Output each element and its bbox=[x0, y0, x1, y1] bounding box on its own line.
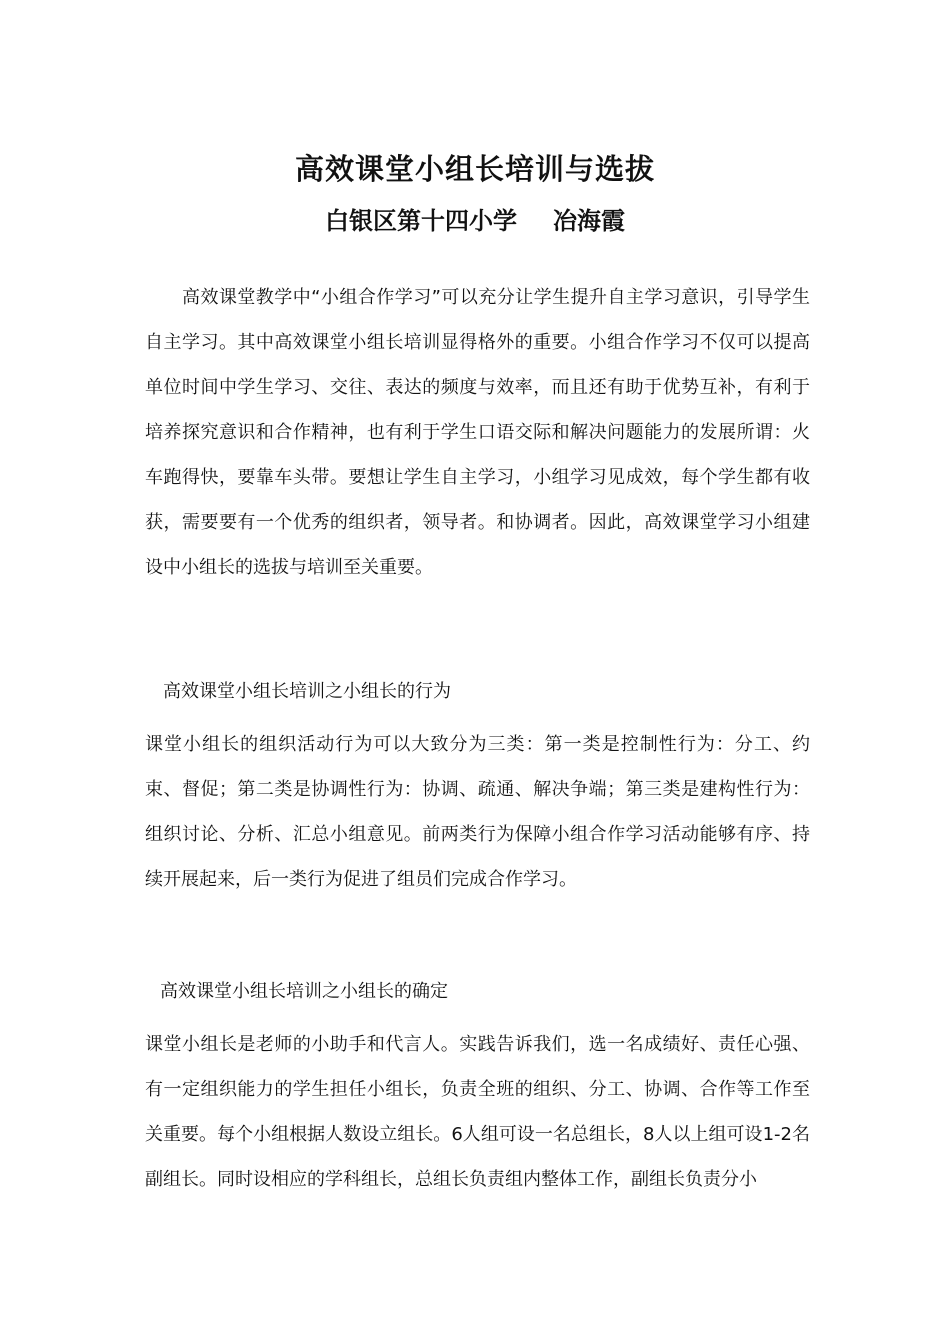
intro-paragraph: 高效课堂教学中“小组合作学习”可以充分让学生提升自主学习意识，引导学生自主学习。其中高效课堂小组长培训显得格外的重要。小组合作学习不仅可以提高单位时间中学生学习、交往、表达的频度与效率，而且还有助于优势互补，有利于培养探究意识和合作精神，也有利于学生口语交际和解决问题能力的发展所谓：火车跑得快，要靠车头带。要想让学生自主学习，小组学习见成效，每个学生都有收获，需要要有一个优秀的组织者，领导者。和协调者。因此，高效课堂学习小组建设中小组长的选拔与培训至关重要。 bbox=[145, 287, 810, 578]
byline bbox=[0, 203, 950, 239]
section-heading-selection: 高效课堂小组长培训之小组长的确定 bbox=[160, 981, 448, 1002]
document-title: 高效课堂小组长培训与选拔 bbox=[294, 152, 655, 187]
school-name: 白银区第十四小学 bbox=[325, 206, 517, 235]
section-body-behavior: 课堂小组长的组织活动行为可以大致分为三类：第一类是控制性行为：分工、约束、督促；第二类是协调性行为：协调、疏通、解决争端；第三类是建构性行为：组织讨论、分析、汇总小组意见。前两类行为保障小组合作学习活动能够有序、持续开展起来，后一类行为促进了组员们完成合作学习。 bbox=[145, 734, 810, 890]
section-heading-behavior: 高效课堂小组长培训之小组长的行为 bbox=[163, 681, 451, 702]
author-name: 冶海霞 bbox=[553, 206, 625, 235]
section-body-selection: 课堂小组长是老师的小助手和代言人。实践告诉我们，选一名成绩好、责任心强、有一定组织能力的学生担任小组长，负责全班的组织、分工、协调、合作等工作至关重要。每个小组根据人数设立组长。6人组可设一名总组长，8人以上组可设1-2名副组长。同时设相应的学科组长，总组长负责组内整体工作，副组长负责分小 bbox=[145, 1034, 810, 1190]
